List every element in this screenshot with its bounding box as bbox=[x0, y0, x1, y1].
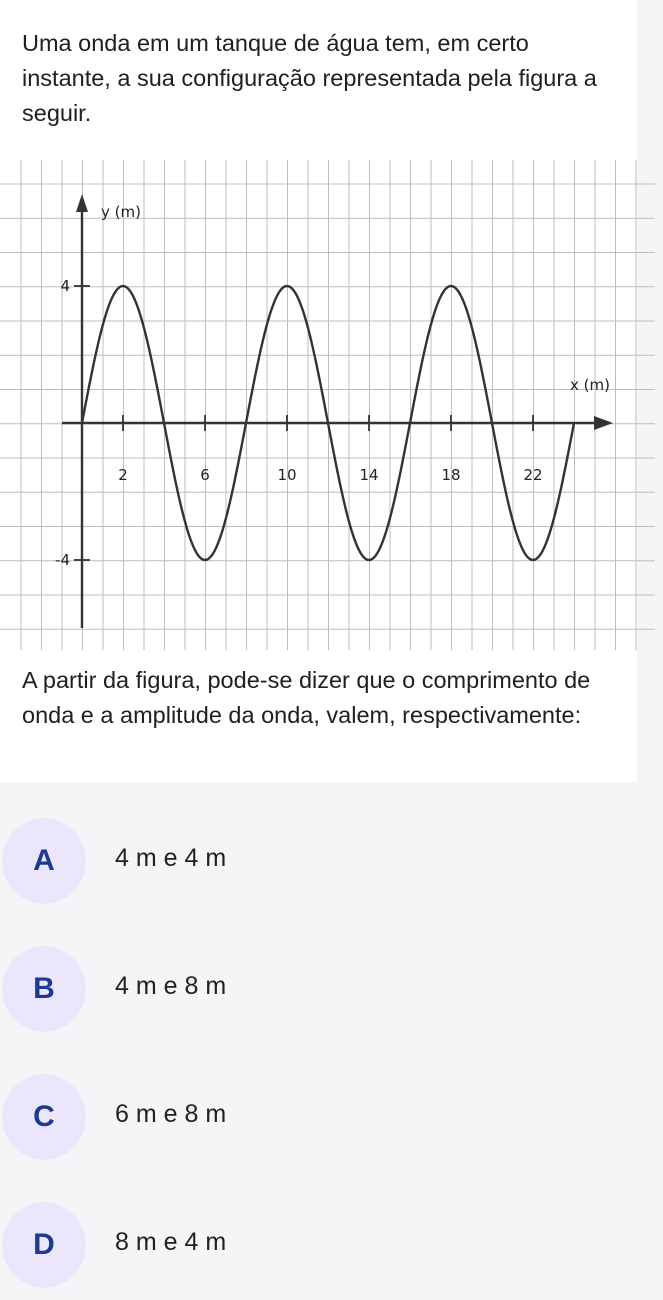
option-a-text: 4 m e 4 m bbox=[115, 844, 227, 872]
option-d[interactable] bbox=[0, 1190, 663, 1300]
option-d-letter: D bbox=[33, 1228, 55, 1261]
option-b-badge bbox=[2, 946, 86, 1032]
x-tick-label: 6 bbox=[200, 466, 210, 484]
option-a[interactable] bbox=[0, 806, 663, 916]
option-c-letter: C bbox=[33, 1100, 55, 1133]
option-c-text: 6 m e 8 m bbox=[115, 1100, 227, 1128]
x-axis-arrow bbox=[594, 416, 613, 430]
option-c[interactable] bbox=[0, 1062, 663, 1172]
option-d-badge bbox=[2, 1202, 86, 1288]
option-b-text: 4 m e 8 m bbox=[115, 972, 227, 1000]
wave-figure bbox=[0, 150, 655, 660]
option-c-badge bbox=[2, 1074, 86, 1160]
x-tick-label: 14 bbox=[359, 466, 379, 484]
y-tick-label: 4 bbox=[60, 277, 70, 295]
y-axis-label: y (m) bbox=[101, 203, 141, 221]
option-a-letter: A bbox=[33, 844, 55, 877]
wave-graph bbox=[0, 150, 655, 660]
question-prompt-text: A partir da figura, pode-se dizer que o comprimento de onda e a amplitude da onda, valem, respectivamente: bbox=[22, 667, 591, 728]
x-tick-label: 22 bbox=[523, 466, 543, 484]
option-d-text: 8 m e 4 m bbox=[115, 1228, 227, 1256]
x-tick-label: 2 bbox=[118, 466, 128, 484]
option-a-badge bbox=[2, 818, 86, 904]
grid bbox=[0, 160, 655, 650]
x-tick-label: 10 bbox=[277, 466, 297, 484]
y-axis-arrow bbox=[76, 194, 88, 212]
question-intro-text: Uma onda em um tanque de água tem, em certo instante, a sua configuração representada pela figura a seguir. bbox=[22, 30, 597, 126]
axes bbox=[62, 194, 613, 628]
x-tick-label: 18 bbox=[441, 466, 461, 484]
option-b[interactable] bbox=[0, 934, 663, 1044]
x-axis-label: x (m) bbox=[570, 376, 610, 394]
y-tick-label: -4 bbox=[55, 551, 70, 569]
option-b-letter: B bbox=[33, 972, 55, 1005]
